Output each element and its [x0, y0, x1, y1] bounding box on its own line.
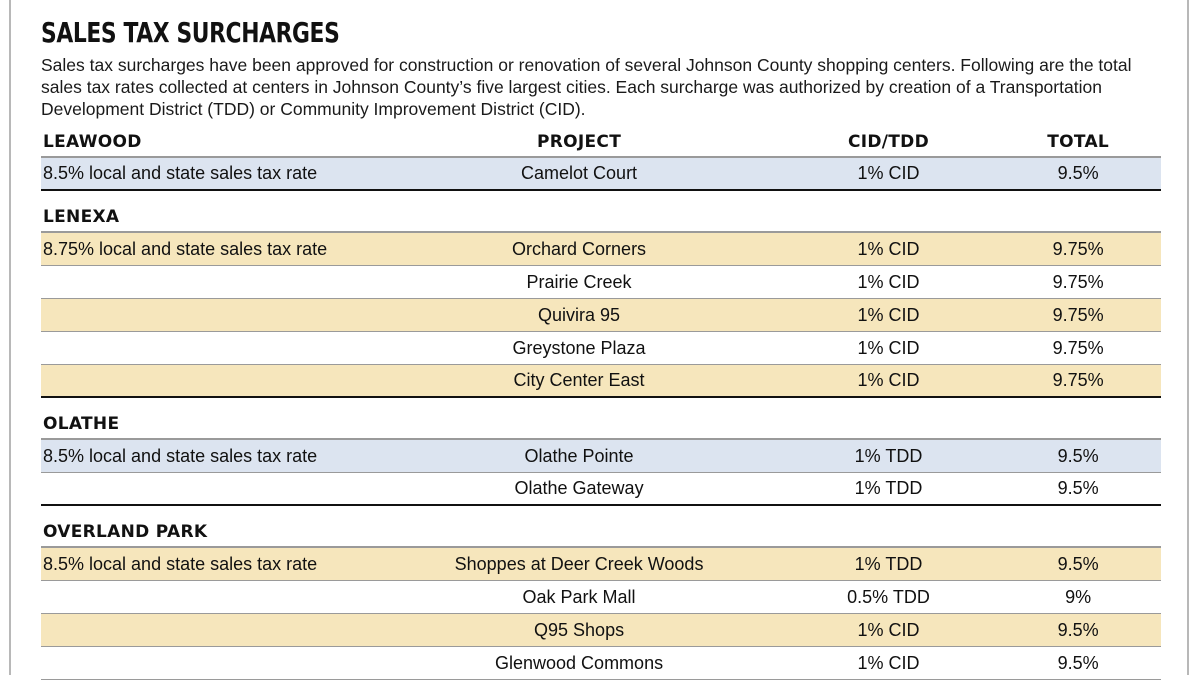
table-row [41, 440, 1161, 473]
table-row [41, 581, 1161, 614]
table-row [41, 266, 1161, 299]
total-rate: 9.75% [1052, 271, 1104, 292]
project-name: Camelot Court [521, 163, 638, 183]
total-rate: 9.75% [1052, 337, 1104, 358]
left-frame-border [9, 0, 11, 675]
project-name: Q95 Shops [534, 619, 625, 640]
district-type: 1% CID [857, 370, 920, 390]
total-rate: 9.75% [1052, 304, 1104, 325]
base-rate: 8.75% local and state sales tax rate [43, 238, 328, 259]
intro-paragraph: Sales tax surcharges have been approved for construction or renovation of several Johnson County shopping centers. Following are the total sales tax rates collected at centers in Johnson County’s five largest cities. Each surcharge was authorized by creation of a Transportation Development District (TDD) or Community Improvement District (CID). [41, 55, 1132, 119]
district-type: 1% TDD [854, 553, 923, 574]
district-type: 1% CID [857, 238, 920, 259]
surcharge-table [41, 128, 1161, 680]
city-header-overland-park [41, 506, 1161, 548]
column-header-cid-tdd: CID/TDD [847, 132, 930, 152]
table-row [41, 473, 1161, 506]
project-name: City Center East [513, 370, 645, 390]
district-type: 1% CID [857, 337, 920, 358]
table-row [41, 614, 1161, 647]
district-type: 0.5% TDD [847, 586, 930, 607]
project-name: Shoppes at Deer Creek Woods [454, 553, 704, 574]
total-rate: 9.5% [1057, 478, 1099, 498]
city-name: OLATHE [43, 414, 120, 434]
column-header-project: PROJECT [536, 132, 622, 152]
district-type: 1% CID [857, 619, 920, 640]
table-row [41, 299, 1161, 332]
column-header-total: TOTAL [1047, 132, 1110, 152]
project-name: Olathe Gateway [514, 478, 644, 498]
district-type: 1% TDD [854, 445, 923, 466]
graphic-content [41, 14, 1161, 680]
total-rate: 9.5% [1057, 553, 1099, 574]
table-row [41, 548, 1161, 581]
total-rate: 9.75% [1052, 238, 1104, 259]
table-row [41, 158, 1161, 191]
total-rate: 9.5% [1057, 163, 1099, 183]
table-row [41, 365, 1161, 398]
project-name: Greystone Plaza [512, 337, 646, 358]
project-name: Orchard Corners [512, 238, 647, 259]
city-header-lenexa [41, 191, 1161, 233]
total-rate: 9.5% [1057, 652, 1099, 673]
total-rate: 9% [1065, 586, 1092, 607]
city-name: OVERLAND PARK [43, 522, 208, 542]
city-name-leawood: LEAWOOD [43, 132, 142, 152]
base-rate: 8.5% local and state sales tax rate [43, 553, 318, 574]
table-header-row [41, 128, 1161, 158]
city-name: LENEXA [43, 207, 120, 227]
district-type: 1% TDD [854, 478, 923, 498]
project-name: Prairie Creek [526, 271, 632, 292]
project-name: Olathe Pointe [524, 445, 634, 466]
total-rate: 9.75% [1052, 370, 1104, 390]
page-title: SALES TAX SURCHARGES [41, 16, 340, 49]
total-rate: 9.5% [1057, 445, 1099, 466]
district-type: 1% CID [857, 652, 920, 673]
total-rate: 9.5% [1057, 619, 1099, 640]
project-name: Quivira 95 [538, 304, 621, 325]
city-header-olathe [41, 398, 1161, 440]
base-rate: 8.5% local and state sales tax rate [43, 163, 318, 183]
district-type: 1% CID [857, 271, 920, 292]
table-row [41, 233, 1161, 266]
table-row [41, 332, 1161, 365]
project-name: Glenwood Commons [495, 652, 664, 673]
district-type: 1% CID [857, 304, 920, 325]
table-row [41, 647, 1161, 680]
district-type: 1% CID [857, 163, 920, 183]
project-name: Oak Park Mall [522, 586, 636, 607]
right-frame-border [1187, 0, 1189, 675]
base-rate: 8.5% local and state sales tax rate [43, 445, 318, 466]
